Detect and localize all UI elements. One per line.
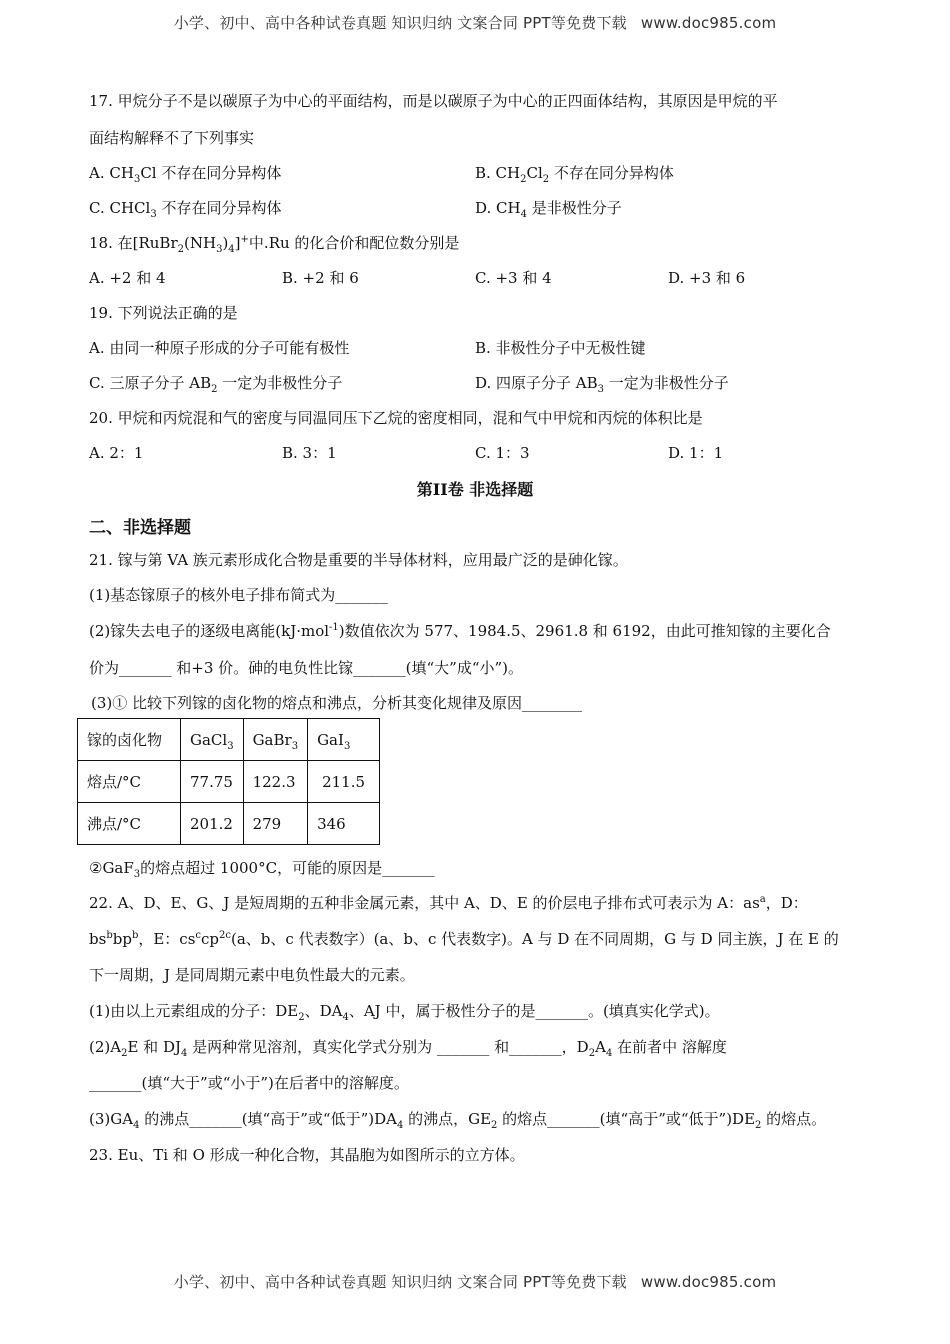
q22-p2-t5: 在前者中 溶解度 xyxy=(612,1038,727,1056)
q22-p3-s3: 2 xyxy=(491,1120,498,1131)
q22-p3-s1: 4 xyxy=(133,1120,140,1131)
q21-part2-line2: 价为_______ 和+3 价。砷的电负性比镓_______(填“大”成“小”)。 xyxy=(89,659,524,677)
page-header xyxy=(0,12,950,33)
q18-t1: 18. 在[RuBr xyxy=(89,234,178,252)
q22-part2-line1 xyxy=(89,1036,727,1057)
q22-p1-s1: 2 xyxy=(298,1012,305,1023)
q19-d-text2: 一定为非极性分子 xyxy=(604,374,729,392)
q17-c-text2: 不存在同分异构体 xyxy=(156,199,282,217)
q22-l2-sup3: c xyxy=(195,930,202,941)
q21-p4-t1: ②GaF xyxy=(89,859,134,877)
q22-part2-line2: _______(填“大于”或“小于”)在后者中的溶解度。 xyxy=(89,1074,409,1092)
table-row xyxy=(78,761,380,803)
q22-stem-line3: 下一周期，J 是同周期元素中电负性最大的元素。 xyxy=(89,966,415,984)
q19-option-a: A. 由同一种原子形成的分子可能有极性 xyxy=(89,339,350,357)
q19-c-sub: 2 xyxy=(211,384,218,395)
q18-s3: 4 xyxy=(228,244,235,255)
q20-option-c: C. 1：3 xyxy=(475,444,530,462)
q22-p3-t4: 的熔点_______(填“高于”或“低于”)DE xyxy=(497,1110,756,1128)
q22-p2-s3: 2 xyxy=(588,1048,596,1059)
q22-p1-t1: (1)由以上元素组成的分子：DE xyxy=(89,1002,299,1020)
q17-b-sub1: 2 xyxy=(520,174,527,185)
q21-p2-sup: -1 xyxy=(329,622,339,633)
q22-l2-sup2: b xyxy=(131,930,139,941)
q18-t4: ] xyxy=(234,234,241,252)
q17-c-text: C. CHCl xyxy=(89,199,151,217)
q18-t5: 中.Ru 的化合价和配位数分别是 xyxy=(248,234,460,252)
q18-option-d: D. +3 和 6 xyxy=(668,269,746,287)
header-url[interactable]: www.doc985.com xyxy=(640,14,777,32)
q22-part3 xyxy=(89,1108,826,1129)
q17-option-c xyxy=(89,197,281,218)
q21-stem: 21. 镓与第 VA 族元素形成化合物是重要的半导体材料，应用最广泛的是砷化镓。 xyxy=(89,551,628,569)
q22-p3-t2: 的沸点_______(填“高于”或“低于”)DA xyxy=(139,1110,397,1128)
q17-c-sub: 3 xyxy=(150,209,157,220)
q22-p3-t3: 的沸点，GE xyxy=(403,1110,492,1128)
q22-p3-s2: 4 xyxy=(396,1120,404,1131)
q18-option-a: A. +2 和 4 xyxy=(89,269,166,287)
q22-p2-s1: 2 xyxy=(121,1048,128,1059)
q17-option-b xyxy=(475,162,674,183)
q22-l2-t3: ，E：cs xyxy=(138,930,196,948)
header-sub: 3 xyxy=(291,740,299,752)
table-header-cell: 镓的卤化物 xyxy=(78,719,181,761)
q21-part2-line1 xyxy=(89,620,831,641)
q22-p2-s2: 4 xyxy=(181,1048,188,1059)
q18-option-b: B. +2 和 6 xyxy=(282,269,359,287)
q18-t3: ) xyxy=(222,234,229,252)
footer-text: 小学、初中、高中各种试卷真题 知识归纳 文案合同 PPT等免费下载 xyxy=(173,1273,627,1291)
q22-l2-sup4: 2c xyxy=(219,930,231,941)
q17-b-sub2: 2 xyxy=(542,174,550,185)
q22-p3-s4: 2 xyxy=(755,1120,762,1131)
header-text: 小学、初中、高中各种试卷真题 知识归纳 文案合同 PPT等免费下载 xyxy=(173,14,627,32)
table-cell: 201.2 xyxy=(181,803,244,845)
q22-l1-t1: 22. A、D、E、G、J 是短周期的五种非金属元素，其中 A、D、E 的价层电子排布式可表示为 A：as xyxy=(89,894,760,912)
q22-p1-t3: 、AJ 中，属于极性分子的是_______。(填真实化学式)。 xyxy=(348,1002,720,1020)
q22-l2-t2: bp xyxy=(112,930,132,948)
page-footer xyxy=(0,1271,950,1292)
q22-p2-s4: 4 xyxy=(605,1048,613,1059)
table-header-cell xyxy=(308,719,380,761)
table-cell: 77.75 xyxy=(181,761,244,803)
q17-d-text: D. CH xyxy=(475,199,521,217)
q21-p2-t1: (2)镓失去电子的逐级电离能(kJ·mol xyxy=(89,622,330,640)
header-sub: 3 xyxy=(227,740,234,752)
q18-s1: 2 xyxy=(177,244,184,255)
q20-option-a: A. 2：1 xyxy=(89,444,144,462)
q17-d-sub: 4 xyxy=(520,209,527,220)
q17-b-text: B. CH xyxy=(475,164,521,182)
q19-stem: 19. 下列说法正确的是 xyxy=(89,304,238,322)
q20-option-d: D. 1：1 xyxy=(668,444,724,462)
header-formula: GaBr xyxy=(252,730,292,749)
q22-part1 xyxy=(89,1000,720,1021)
q17-b-text2: Cl xyxy=(526,164,543,182)
section-heading: 二、非选择题 xyxy=(89,518,191,538)
q22-p3-t1: (3)GA xyxy=(89,1110,134,1128)
q23-stem: 23. Eu、Ti 和 O 形成一种化合物，其晶胞为如图所示的立方体。 xyxy=(89,1146,525,1164)
q22-l1-t2: ，D： xyxy=(765,894,808,912)
q19-option-c xyxy=(89,372,342,393)
table-cell: 211.5 xyxy=(308,761,380,803)
q21-part4 xyxy=(89,857,435,878)
header-formula: GaCl xyxy=(190,730,228,749)
q19-c-text2: 一定为非极性分子 xyxy=(217,374,343,392)
q20-option-b: B. 3：1 xyxy=(282,444,337,462)
q22-stem-line1 xyxy=(89,892,808,913)
table-cell: 346 xyxy=(308,803,380,845)
q22-l2-t4: cp xyxy=(201,930,220,948)
q18-stem xyxy=(89,232,459,253)
q21-p2-t2: )数值依次为 577、1984.5、2961.8 和 6192，由此可推知镓的主要化合 xyxy=(338,622,831,640)
q22-stem-line2 xyxy=(89,928,839,949)
header-sub: 3 xyxy=(343,740,351,752)
q17-option-a xyxy=(89,162,281,183)
q21-p4-sub: 3 xyxy=(133,869,141,880)
q19-c-text: C. 三原子分子 AB xyxy=(89,374,212,392)
q20-stem: 20. 甲烷和丙烷混和气的密度与同温同压下乙烷的密度相同，混和气中甲烷和丙烷的体积比是 xyxy=(89,409,703,427)
q22-l2-sup1: b xyxy=(106,930,113,941)
q18-option-c: C. +3 和 4 xyxy=(475,269,552,287)
q18-t2: (NH xyxy=(184,234,217,252)
q21-p4-t2: 的熔点超过 1000°C，可能的原因是_______ xyxy=(140,859,435,877)
q17-a-sub: 3 xyxy=(133,174,141,185)
footer-url[interactable]: www.doc985.com xyxy=(640,1273,777,1291)
table-header-cell xyxy=(243,719,308,761)
q17-stem-line1: 17. 甲烷分子不是以碳原子为中心的平面结构，而是以碳原子为中心的正四面体结构，其原因是甲烷的平 xyxy=(89,92,778,110)
table-cell: 熔点/°C xyxy=(78,761,181,803)
q17-stem-line2: 面结构解释不了下列事实 xyxy=(89,129,255,147)
q17-option-d xyxy=(475,197,622,218)
table-cell: 沸点/°C xyxy=(78,803,181,845)
q17-d-text2: 是非极性分子 xyxy=(526,199,622,217)
header-formula: GaI xyxy=(317,730,344,749)
q19-option-d xyxy=(475,372,729,393)
q17-a-text: A. CH xyxy=(89,164,134,182)
q21-part1: (1)基态镓原子的核外电子排布简式为_______ xyxy=(89,586,388,604)
q22-l1-sup: a xyxy=(759,894,766,905)
q17-b-text3: 不存在同分异构体 xyxy=(549,164,674,182)
q18-sup: + xyxy=(240,234,249,245)
table-header-cell xyxy=(181,719,244,761)
q18-s2: 3 xyxy=(216,244,223,255)
q19-d-text: D. 四原子分子 AB xyxy=(475,374,598,392)
q22-l2-t1: bs xyxy=(89,930,107,948)
q22-p2-t2: E 和 DJ xyxy=(127,1038,181,1056)
q19-d-sub: 3 xyxy=(597,384,605,395)
q19-option-b: B. 非极性分子中无极性键 xyxy=(475,339,646,357)
table-row xyxy=(78,803,380,845)
q22-p2-t4: A xyxy=(595,1038,606,1056)
section-title: 第II卷 非选择题 xyxy=(416,480,534,499)
table-cell: 279 xyxy=(243,803,308,845)
q22-p2-t3: 是两种常见溶剂，真实化学式分别为 _______ 和_______，D xyxy=(187,1038,589,1056)
q22-p3-t5: 的熔点。 xyxy=(761,1110,827,1128)
q22-p1-t2: 、DA xyxy=(304,1002,343,1020)
table-header-row xyxy=(78,719,380,761)
q22-l2-t5: (a、b、c 代表数字）(a、b、c 代表数字)。A 与 D 在不同周期，G 与 D 同主族，J 在 E 的 xyxy=(231,930,839,948)
table-cell: 122.3 xyxy=(243,761,308,803)
q22-p1-s2: 4 xyxy=(342,1012,349,1023)
gallium-halide-table xyxy=(77,718,380,845)
q17-a-text2: Cl 不存在同分异构体 xyxy=(140,164,282,182)
q22-p2-t1: (2)A xyxy=(89,1038,122,1056)
q21-part3: (3)① 比较下列镓的卤化物的熔点和沸点，分析其变化规律及原因________ xyxy=(91,694,583,712)
